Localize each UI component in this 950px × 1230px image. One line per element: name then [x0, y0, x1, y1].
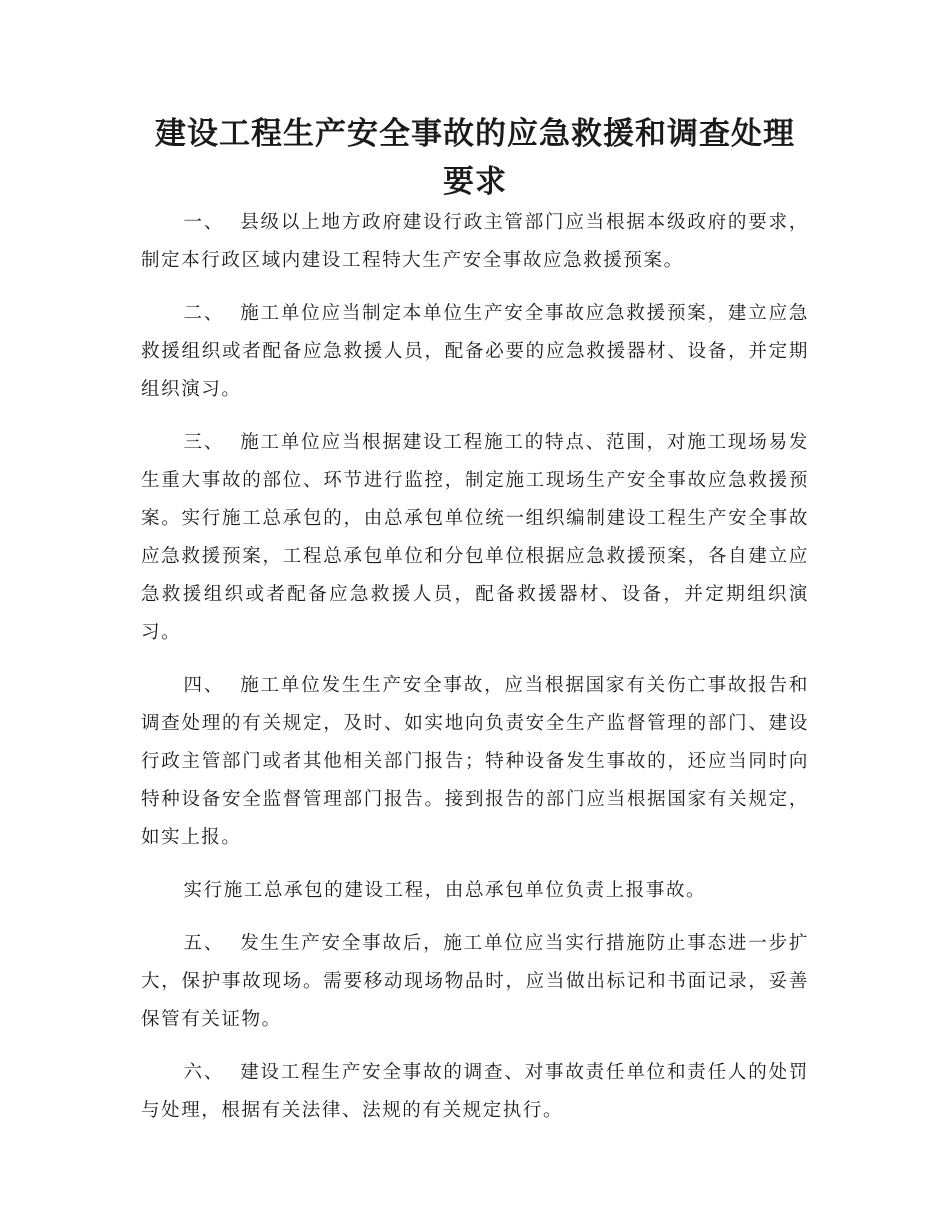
paragraph-number: 一、: [183, 212, 225, 233]
paragraph-number: 三、: [183, 432, 225, 453]
paragraph-6: [141, 1054, 809, 1130]
paragraph-text: 施工单位发生生产安全事故，应当根据国家有关伤亡事故报告和调查处理的有关规定，及时、如实地向负责安全生产监督管理的部门、建设行政主管部门或者其他相关部门报告；特种设备发生事故的，还应当同时向特种设备安全监督管理部门报告。接到报告的部门应当根据国家有关规定，如实上报。: [141, 675, 809, 848]
paragraph-text: 施工单位应当根据建设工程施工的特点、范围，对施工现场易发生重大事故的部位、环节进行监控，制定施工现场生产安全事故应急救援预案。实行施工总承包的，由总承包单位统一组织编制建设工程生产安全事故应急救援预案，工程总承包单位和分包单位根据应急救援预案，各自建立应急救援组织或者配备应急救援人员，配备救援器材、设备，并定期组织演习。: [141, 432, 809, 643]
paragraph-4: [141, 667, 809, 857]
paragraph-text: 实行施工总承包的建设工程，由总承包单位负责上报事故。: [183, 880, 707, 901]
paragraph-number: 六、: [183, 1062, 225, 1083]
paragraph-5: [141, 925, 809, 1039]
paragraph-number: 二、: [183, 303, 225, 324]
paragraph-4-continued: [141, 872, 809, 910]
paragraph-number: 五、: [183, 933, 225, 954]
paragraph-text: 建设工程生产安全事故的调查、对事故责任单位和责任人的处罚与处理，根据有关法律、法规的有关规定执行。: [141, 1062, 809, 1121]
paragraph-1: [141, 204, 809, 280]
paragraph-number: 四、: [183, 675, 225, 696]
paragraph-text: 县级以上地方政府建设行政主管部门应当根据本级政府的要求，制定本行政区域内建设工程特大生产安全事故应急救援预案。: [141, 212, 809, 271]
document-title: 建设工程生产安全事故的应急救援和调查处理要求: [155, 116, 795, 200]
document-body: [141, 204, 809, 1145]
paragraph-2: [141, 295, 809, 409]
paragraph-3: [141, 424, 809, 652]
paragraph-text: 发生生产安全事故后，施工单位应当实行措施防止事态进一步扩大，保护事故现场。需要移动现场物品时，应当做出标记和书面记录，妥善保管有关证物。: [141, 933, 809, 1030]
paragraph-text: 施工单位应当制定本单位生产安全事故应急救援预案，建立应急救援组织或者配备应急救援人员，配备必要的应急救援器材、设备，并定期组织演习。: [141, 303, 809, 400]
